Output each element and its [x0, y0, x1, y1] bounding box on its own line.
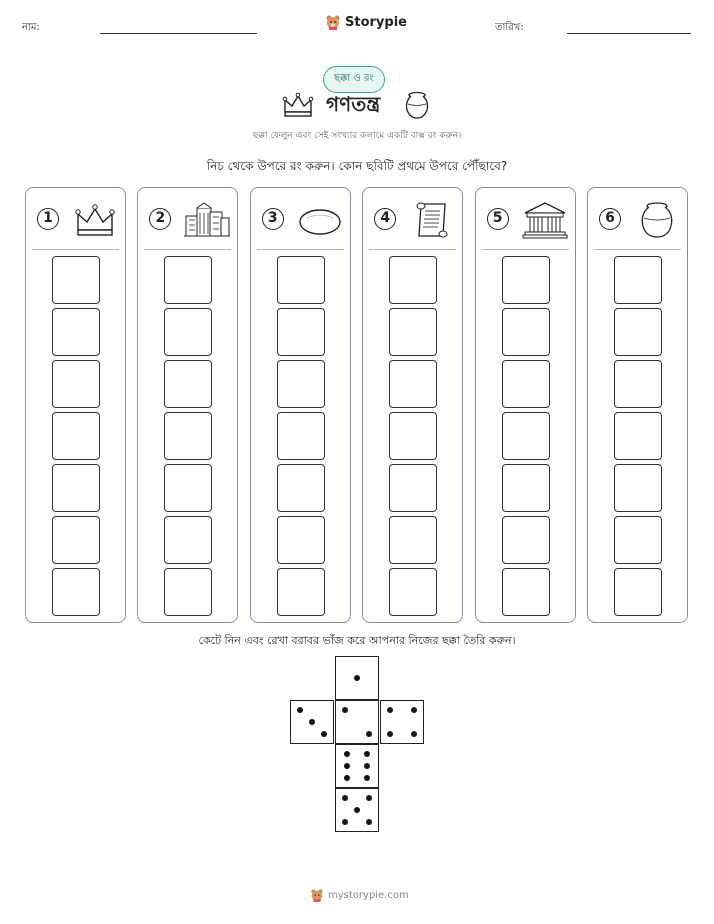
color-box[interactable] — [52, 464, 100, 512]
color-box[interactable] — [277, 256, 325, 304]
color-box[interactable] — [164, 568, 212, 616]
color-box[interactable] — [164, 516, 212, 564]
color-box[interactable] — [164, 256, 212, 304]
color-box[interactable] — [277, 412, 325, 460]
color-box[interactable] — [389, 360, 437, 408]
dice-column-1 — [25, 187, 126, 623]
color-box[interactable] — [389, 464, 437, 512]
instruction: নিচ থেকে উপরে রং করুন। কোন ছবিটি প্রথমে উপরে পৌঁছাবে? — [206, 159, 508, 173]
name-label: নাম: — [22, 22, 40, 33]
column-divider — [257, 249, 344, 250]
stone-icon — [295, 200, 345, 240]
column-divider — [369, 249, 456, 250]
color-box[interactable] — [52, 256, 100, 304]
die-face-one — [335, 656, 379, 700]
color-box[interactable] — [502, 360, 550, 408]
die-face-six — [335, 744, 379, 788]
column-number: 4 — [374, 208, 396, 230]
color-box[interactable] — [502, 516, 550, 564]
bear-mascot-icon — [310, 888, 324, 902]
date-line[interactable] — [567, 33, 691, 34]
color-box[interactable] — [52, 412, 100, 460]
color-box[interactable] — [52, 568, 100, 616]
clay-pot-icon — [632, 200, 682, 240]
die-face-two — [335, 700, 379, 744]
color-box[interactable] — [614, 412, 662, 460]
clay-pot-icon — [402, 90, 432, 120]
dice-net — [290, 656, 424, 836]
column-divider — [482, 249, 569, 250]
column-divider — [144, 249, 231, 250]
brand-logo — [325, 14, 407, 30]
color-box[interactable] — [277, 516, 325, 564]
cut-instruction: কেটে নিন এবং রেখা বরাবর ভাঁজ করে আপনার নিজের ছক্কা তৈরি করুন। — [198, 634, 516, 647]
color-box[interactable] — [614, 360, 662, 408]
scroll-icon — [407, 200, 457, 240]
date-label: তারিখ: — [495, 22, 524, 33]
color-box[interactable] — [614, 568, 662, 616]
crown-icon — [70, 200, 120, 240]
page-title: গণতন্ত্র — [326, 92, 381, 116]
color-box[interactable] — [502, 308, 550, 356]
color-box[interactable] — [277, 360, 325, 408]
crown-icon — [282, 92, 314, 118]
category-pill: ছক্কা ও রং — [323, 66, 385, 93]
color-box[interactable] — [164, 308, 212, 356]
brand-name: Storypie — [345, 14, 407, 30]
color-box[interactable] — [52, 308, 100, 356]
color-box[interactable] — [389, 568, 437, 616]
color-box[interactable] — [614, 308, 662, 356]
color-box[interactable] — [277, 464, 325, 512]
color-box[interactable] — [52, 516, 100, 564]
color-box[interactable] — [502, 568, 550, 616]
dice-column-5 — [475, 187, 576, 623]
color-box[interactable] — [389, 412, 437, 460]
color-box[interactable] — [52, 360, 100, 408]
color-box[interactable] — [164, 464, 212, 512]
color-box[interactable] — [614, 516, 662, 564]
die-face-five — [335, 788, 379, 832]
column-number: 1 — [37, 208, 59, 230]
column-number: 5 — [487, 208, 509, 230]
dice-column-6 — [587, 187, 688, 623]
color-box[interactable] — [502, 412, 550, 460]
subtitle: ছক্কা ফেলুন এবং সেই সংখ্যার কলামে একটি বাক্স রং করুন। — [252, 131, 462, 141]
bear-mascot-icon — [325, 14, 341, 30]
greek-temple-icon — [520, 200, 570, 240]
dice-column-3 — [250, 187, 351, 623]
color-box[interactable] — [277, 568, 325, 616]
color-box[interactable] — [389, 308, 437, 356]
color-box[interactable] — [502, 464, 550, 512]
color-box[interactable] — [502, 256, 550, 304]
dice-column-2 — [137, 187, 238, 623]
die-face-four — [380, 700, 424, 744]
color-box[interactable] — [614, 256, 662, 304]
color-box[interactable] — [164, 412, 212, 460]
dice-column-4 — [362, 187, 463, 623]
column-number: 2 — [149, 208, 171, 230]
footer-url[interactable]: mystorypie.com — [328, 889, 409, 901]
color-box[interactable] — [164, 360, 212, 408]
footer — [310, 888, 409, 902]
city-buildings-icon — [182, 200, 232, 240]
color-box[interactable] — [389, 256, 437, 304]
column-divider — [32, 249, 119, 250]
column-divider — [594, 249, 681, 250]
color-box[interactable] — [614, 464, 662, 512]
color-box[interactable] — [277, 308, 325, 356]
color-box[interactable] — [389, 516, 437, 564]
name-line[interactable] — [100, 33, 257, 34]
column-number: 3 — [262, 208, 284, 230]
die-face-three — [290, 700, 334, 744]
column-number: 6 — [599, 208, 621, 230]
